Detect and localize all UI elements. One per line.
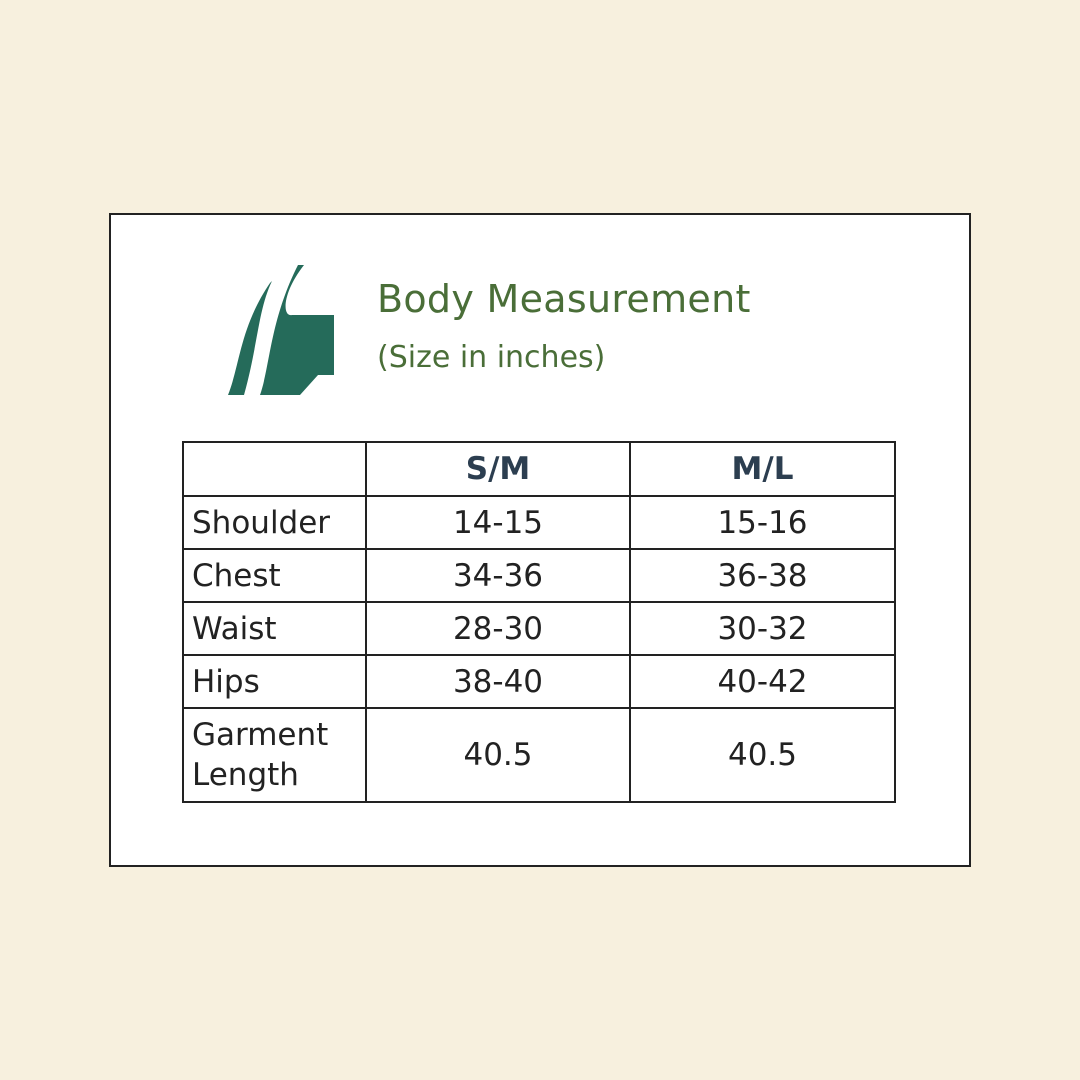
column-header-blank [183,442,366,496]
table-header-row [183,442,895,496]
table-row [183,549,895,602]
size-chart-card [109,213,971,867]
cell-hips-sm: 38-40 [366,655,630,708]
cell-chest-sm: 34-36 [366,549,630,602]
cell-hips-ml: 40-42 [630,655,895,708]
page-subtitle: (Size in inches) [377,340,606,375]
table-row [183,496,895,549]
row-label-line: Garment [192,717,329,753]
cell-waist-sm: 28-30 [366,602,630,655]
row-label-chest: Chest [183,549,366,602]
table-row [183,708,895,802]
cell-garment-length-sm: 40.5 [366,708,630,802]
column-header-sm: S/M [366,442,630,496]
cell-shoulder-sm: 14-15 [366,496,630,549]
row-label-line: Length [192,757,299,793]
table-row [183,602,895,655]
page-title: Body Measurement [377,277,751,321]
logo-right-stroke [260,265,334,395]
cell-garment-length-ml: 40.5 [630,708,895,802]
cell-waist-ml: 30-32 [630,602,895,655]
row-label-waist: Waist [183,602,366,655]
column-header-ml: M/L [630,442,895,496]
table-row [183,655,895,708]
cell-chest-ml: 36-38 [630,549,895,602]
row-label-garment-length [183,708,366,802]
size-table [182,441,896,803]
cell-shoulder-ml: 15-16 [630,496,895,549]
brand-logo [228,265,336,395]
row-label-shoulder: Shoulder [183,496,366,549]
row-label-hips: Hips [183,655,366,708]
